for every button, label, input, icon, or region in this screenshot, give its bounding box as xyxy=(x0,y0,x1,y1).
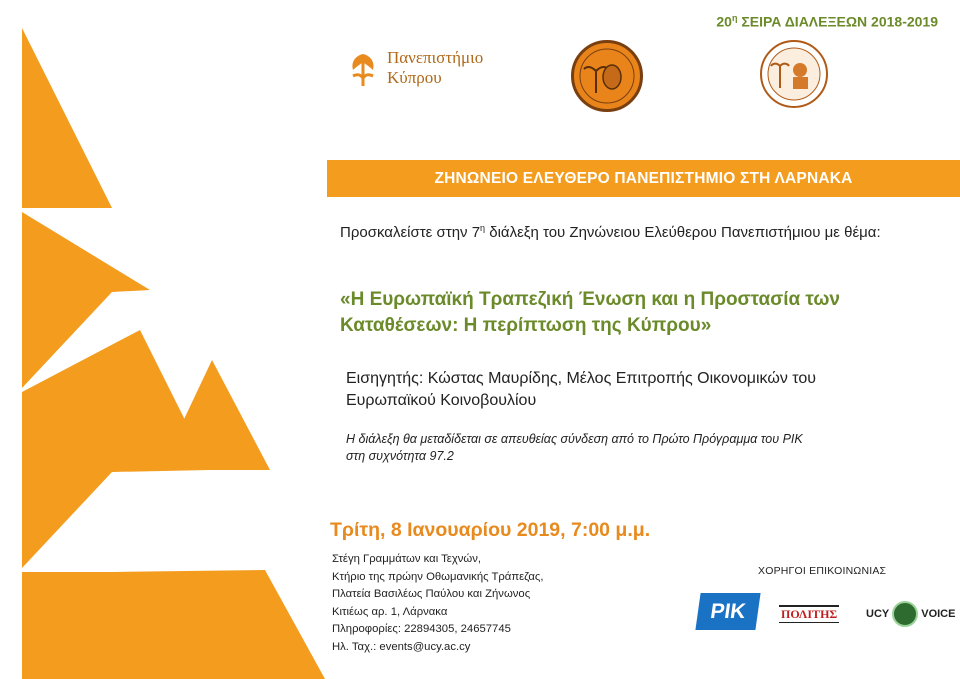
ucy-logo-line2: Κύπρου xyxy=(387,68,442,87)
topic-line2: Καταθέσεων: Η περίπτωση της Κύπρου» xyxy=(340,315,712,336)
invite-part2: διάλεξη του Ζηνώνειου Ελεύθερου Πανεπιστήμιου με θέμα: xyxy=(485,224,881,241)
rik-logo xyxy=(695,593,760,630)
ucy-voice-logo xyxy=(866,601,955,627)
decorative-triangles xyxy=(0,0,330,679)
organizer-banner: ΖΗΝΩΝΕΙΟ ΕΛΕΥΘΕΡΟ ΠΑΝΕΠΙΣΤΗΜΙΟ ΣΤΗ ΛΑΡΝΑΚΑ xyxy=(327,160,960,197)
speaker-line1: Εισηγητής: Κώστας Μαυρίδης, Μέλος Επιτροπής Οικονομικών του xyxy=(346,370,817,387)
topic-line1: «Η Ευρωπαϊκή Τραπεζική Ένωση και η Προστασία των xyxy=(340,289,840,310)
invitation-text xyxy=(340,217,900,244)
address-line: Κτήριο της πρώην Οθωμανικής Τράπεζας, xyxy=(332,570,544,583)
broadcast-line2: στη συχνότητα 97.2 xyxy=(346,449,454,463)
address-line: Κιτιέως αρ. 1, Λάρνακα xyxy=(332,605,448,618)
lecture-seal xyxy=(760,40,828,108)
address-line: Στέγη Γραμμάτων και Τεχνών, xyxy=(332,553,482,565)
sponsors-title: ΧΟΡΗΓΟΙ ΕΠΙΚΟΙΝΩΝΙΑΣ xyxy=(758,565,887,577)
rik-logo-text: ΡΙΚ xyxy=(708,599,748,623)
ucy-voice-right: VOICE xyxy=(921,608,956,620)
series-title xyxy=(716,13,938,30)
zenon-municipality-seal xyxy=(571,40,643,112)
contact-email[interactable]: Ηλ. Ταχ.: events@ucy.ac.cy xyxy=(332,640,471,653)
address-line: Πλατεία Βασιλέως Παύλου και Ζήνωνος xyxy=(332,588,531,600)
microphone-icon xyxy=(892,601,918,627)
speaker-line2: Ευρωπαϊκού Κοινοβουλίου xyxy=(346,392,537,409)
series-text: ΣΕΙΡΑ ΔΙΑΛΕΞΕΩΝ 2018-2019 xyxy=(741,13,938,30)
broadcast-note xyxy=(346,431,906,465)
politis-logo: ΠΟΛΙΤΗΣ xyxy=(781,607,838,621)
series-sup: η xyxy=(731,13,738,23)
invite-part1: Προσκαλείστε στην 7 xyxy=(340,224,481,241)
broadcast-line1: Η διάλεξη θα μεταδίδεται σε απευθείας σύνδεση από το Πρώτο Πρόγραμμα του ΡΙΚ xyxy=(346,432,803,446)
series-number: 20 xyxy=(716,13,732,30)
event-date: Τρίτη, 8 Ιανουαρίου 2019, 7:00 μ.μ. xyxy=(330,519,651,541)
ucy-voice-left: UCY xyxy=(866,608,890,620)
speaker-info xyxy=(346,368,906,412)
invite-sup: η xyxy=(480,223,486,233)
venue-address xyxy=(332,551,544,656)
lecture-topic xyxy=(340,287,900,339)
contact-phones: Πληροφορίες: 22894305, 24657745 xyxy=(332,623,511,635)
ucy-logo-line1: Πανεπιστήμιο xyxy=(387,48,484,67)
ucy-logo xyxy=(345,48,483,88)
ucy-tree-icon xyxy=(345,48,381,88)
